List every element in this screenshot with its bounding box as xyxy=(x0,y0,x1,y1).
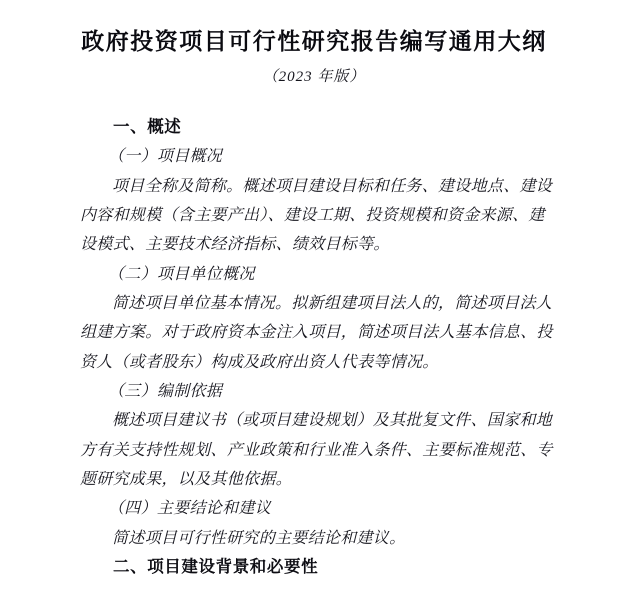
document-line: 资人（或者股东）构成及政府出资人代表等情况。 xyxy=(80,353,439,371)
document-line: 项目全称及简称。概述项目建设目标和任务、建设地点、建设 xyxy=(112,177,553,195)
document-line: 方有关支持性规划、产业政策和行业准入条件、主要标准规范、专 xyxy=(80,441,553,459)
document-line: 简述项目单位基本情况。拟新组建项目法人的，简述项目法人 xyxy=(112,295,553,313)
document-line: 二、项目建设背景和必要性 xyxy=(113,558,319,577)
document-line: 内容和规模（含主要产出）、建设工期、投资规模和资金来源、建 xyxy=(80,207,545,225)
document-line: （三）编制依据 xyxy=(108,383,223,401)
document-line: 组建方案。对于政府资本金注入项目，简述项目法人基本信息、投 xyxy=(80,324,553,342)
document-line: （二）项目单位概况 xyxy=(108,265,255,283)
document-line: 简述项目可行性研究的主要结论和建议。 xyxy=(112,529,406,547)
document-line: 题研究成果，以及其他依据。 xyxy=(80,471,292,489)
document-title: 政府投资项目可行性研究报告编写通用大纲 xyxy=(81,29,547,54)
document-subtitle: （2023 年版） xyxy=(262,69,366,85)
document-line: 概述项目建议书（或项目建设规划）及其批复文件、国家和地 xyxy=(112,412,553,430)
document-line: 设模式、主要技术经济指标、绩效目标等。 xyxy=(80,236,390,254)
document-line: （一）项目概况 xyxy=(108,148,223,166)
document-line: （四）主要结论和建议 xyxy=(108,500,272,518)
document-body xyxy=(80,113,553,583)
document-line: 一、概述 xyxy=(113,118,182,136)
